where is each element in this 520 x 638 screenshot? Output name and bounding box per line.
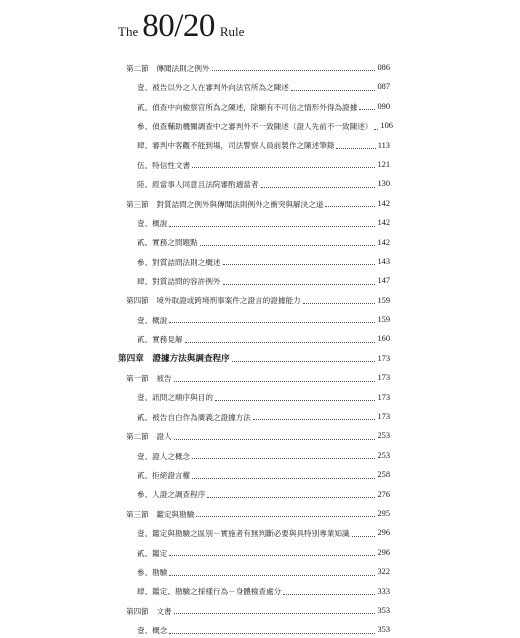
toc-page-number: 173 — [377, 353, 390, 363]
toc-entry-title: 肆、鑑定、勘驗之採樣行為－身體檢查處分 — [137, 587, 282, 597]
dot-leader — [325, 206, 375, 207]
toc-entry-title: 參、勘驗 — [137, 567, 168, 577]
toc-page-number: 173 — [377, 412, 390, 422]
toc-item-row — [118, 95, 390, 114]
toc-entry-title: 參、人證之調查程序 — [137, 490, 206, 500]
toc-page-number: 160 — [377, 334, 390, 344]
dot-leader — [192, 478, 375, 479]
toc-section-row — [118, 56, 390, 75]
table-of-contents — [118, 56, 393, 638]
dot-leader — [303, 303, 376, 304]
dot-leader — [207, 497, 375, 498]
toc-item-row — [118, 250, 390, 269]
page-header — [118, 8, 244, 45]
toc-page-number: 253 — [377, 431, 390, 441]
toc-page-number: 258 — [377, 470, 390, 480]
toc-entry-title: 貳、被告自白作為廣義之證據方法 — [137, 412, 251, 422]
toc-page-number: 086 — [377, 62, 390, 72]
toc-item-row — [118, 327, 390, 346]
toc-page-number: 143 — [377, 256, 390, 266]
toc-item-row — [118, 483, 390, 502]
toc-entry-title: 壹、被告以外之人在審判外向法官所為之陳述 — [137, 83, 289, 93]
toc-page-number: 276 — [377, 489, 390, 499]
dot-leader — [232, 361, 376, 362]
dot-leader — [223, 284, 376, 285]
dot-leader — [253, 419, 376, 420]
toc-entry-title: 貳、拒絕證言權 — [137, 471, 191, 480]
toc-entry-title: 貳、偵查中向檢察官所為之陳述，除顯有不可信之情形外得為證據 — [137, 102, 358, 112]
toc-page-number: 147 — [377, 276, 390, 286]
toc-item-row — [118, 172, 390, 191]
dot-leader — [359, 109, 375, 110]
toc-entry-title: 陸、經當事人同意且法院審酌適當者 — [137, 180, 259, 190]
toc-entry-title: 參、對質詰問法則之概述 — [137, 257, 221, 267]
toc-item-row — [118, 444, 390, 463]
dot-leader — [169, 633, 375, 634]
dot-leader — [336, 148, 375, 149]
dot-leader — [374, 129, 378, 130]
dot-leader — [174, 613, 376, 614]
toc-item-row — [118, 134, 390, 153]
dot-leader — [352, 536, 376, 537]
dot-leader — [169, 322, 375, 323]
toc-entry-title: 第二節 證人 — [126, 432, 172, 442]
toc-entry-title: 壹、訊問之順序與目的 — [137, 393, 213, 403]
toc-item-row — [118, 405, 390, 424]
toc-item-row — [118, 386, 390, 405]
toc-entry-title: 第四節 文書 — [126, 606, 172, 616]
dot-leader — [169, 555, 375, 556]
dot-leader — [215, 400, 376, 401]
toc-item-row — [118, 269, 390, 288]
toc-page-number: 173 — [377, 392, 390, 402]
dot-leader — [212, 70, 376, 71]
toc-page-number: 159 — [377, 295, 390, 305]
toc-entry-title: 第一節 被告 — [126, 374, 172, 384]
toc-page-number: 159 — [377, 315, 390, 325]
toc-entry-title: 肆、審判中客觀不能到場，司法警察人員前製作之陳述筆錄 — [137, 141, 335, 151]
dot-leader — [283, 594, 375, 595]
toc-entry-title: 第三節 對質詰問之例外與傳聞法則例外之衝突與解決之道 — [126, 199, 324, 209]
toc-item-row — [118, 308, 390, 327]
toc-entry-title: 第四節 境外取證或跨境刑事案件之證言的證據能力 — [126, 296, 301, 306]
toc-page-number: 296 — [377, 528, 390, 538]
toc-entry-title: 貳、鑑定 — [137, 548, 168, 558]
toc-page-number: 353 — [377, 625, 390, 635]
toc-page-number: 253 — [377, 450, 390, 460]
toc-page-number: 106 — [380, 121, 393, 131]
toc-entry-title: 第四章 證據方法與調查程序 — [118, 353, 230, 364]
toc-page-number: 113 — [377, 140, 390, 150]
toc-page-number: 296 — [377, 547, 390, 557]
toc-page-number: 090 — [377, 101, 390, 111]
toc-entry-title: 第三節 鑑定與勘驗 — [126, 509, 195, 519]
toc-chapter-row — [118, 347, 390, 366]
dot-leader — [291, 90, 376, 91]
toc-item-row — [118, 231, 390, 250]
toc-item-row — [118, 114, 393, 133]
toc-section-row — [118, 366, 390, 385]
toc-entry-title: 壹、鑑定與勘驗之區別－實施者有無判斷必要與具特別專業知識 — [137, 529, 350, 539]
toc-entry-title: 貳、實務之問題點 — [137, 238, 198, 248]
header-ratio: 80/20 — [142, 8, 215, 44]
toc-entry-title: 壹、概說 — [137, 315, 168, 325]
toc-section-row — [118, 424, 390, 443]
dot-leader — [196, 516, 375, 517]
toc-entry-title: 貳、實務見解 — [137, 335, 183, 345]
toc-entry-title: 肆、對質詰問的容許例外 — [137, 277, 221, 287]
toc-page-number: 142 — [377, 218, 390, 228]
toc-item-row — [118, 463, 390, 482]
toc-item-row — [118, 211, 390, 230]
toc-page-number: 130 — [377, 179, 390, 189]
toc-item-row — [118, 618, 390, 637]
header-the: The — [118, 24, 139, 39]
toc-page-number: 142 — [377, 198, 390, 208]
toc-page-number: 295 — [377, 508, 390, 518]
toc-page-number: 322 — [377, 567, 390, 577]
toc-section-row — [118, 289, 390, 308]
dot-leader — [192, 458, 375, 459]
toc-item-row — [118, 521, 390, 540]
toc-entry-title: 參、偵查輔助機關調查中之審判外不一致陳述（證人先前不一致陳述） — [137, 121, 373, 131]
toc-entry-title: 壹、概念 — [137, 626, 168, 636]
toc-entry-title: 壹、概說 — [137, 218, 168, 228]
dot-leader — [200, 245, 376, 246]
toc-item-row — [118, 560, 390, 579]
toc-item-row — [118, 541, 390, 560]
toc-section-row — [118, 502, 390, 521]
dot-leader — [174, 439, 376, 440]
toc-section-row — [118, 599, 390, 618]
toc-entry-title: 壹、證人之概念 — [137, 451, 191, 461]
toc-page-number: 142 — [377, 237, 390, 247]
toc-page-number: 087 — [377, 82, 390, 92]
dot-leader — [185, 342, 376, 343]
toc-page-number: 173 — [377, 373, 390, 383]
dot-leader — [223, 264, 376, 265]
toc-page-number: 333 — [377, 586, 390, 596]
toc-item-row — [118, 153, 390, 172]
dot-leader — [192, 167, 375, 168]
dot-leader — [169, 226, 375, 227]
dot-leader — [174, 381, 376, 382]
toc-item-row — [118, 75, 390, 94]
toc-section-row — [118, 192, 390, 211]
toc-page-number: 353 — [377, 605, 390, 615]
dot-leader — [169, 575, 375, 576]
toc-entry-title: 伍、特信性文書 — [137, 160, 191, 170]
toc-page-number: 121 — [377, 159, 390, 169]
header-rule: Rule — [219, 24, 245, 39]
dot-leader — [261, 187, 376, 188]
toc-entry-title: 第二節 傳聞法則之例外 — [126, 63, 210, 73]
toc-item-row — [118, 580, 390, 599]
